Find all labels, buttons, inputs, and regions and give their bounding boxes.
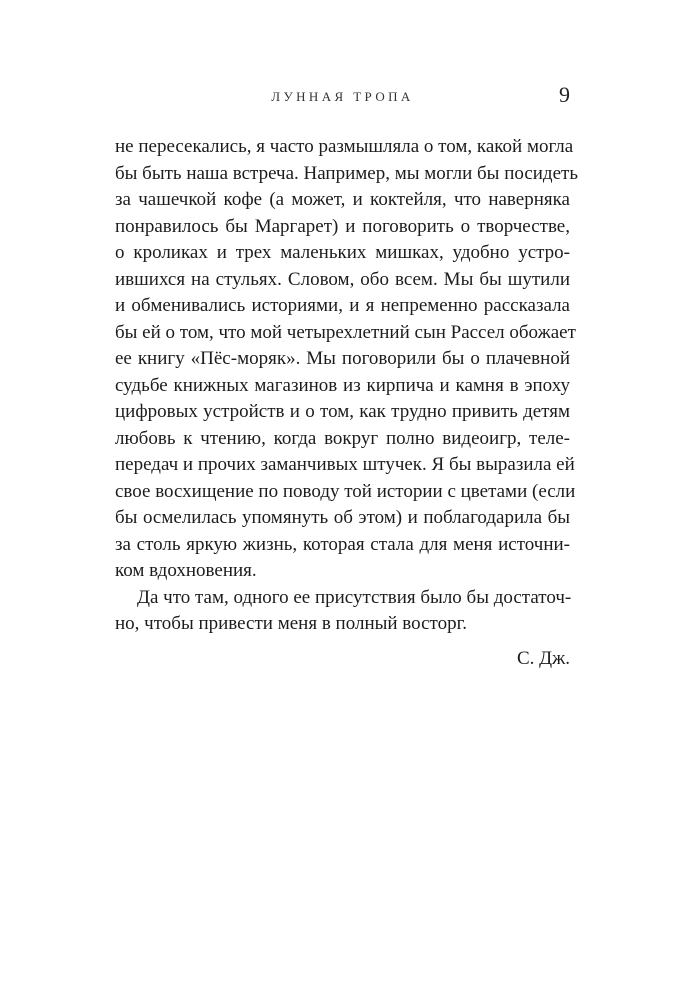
text-line: Да что там, одного ее присутствия было бы достаточ- — [137, 586, 572, 608]
text-line: но, чтобы привести меня в полный восторг. — [115, 613, 468, 634]
text-line: о кроликах и трех маленьких мишках, удобно устро- — [115, 242, 570, 263]
text-line: ее книгу «Пёс-моряк». Мы поговорили бы о плачевной — [115, 348, 570, 369]
text-line: бы ей о том, что мой четырехлетний сын Рассел обожает — [115, 321, 576, 343]
text-line: не пересекались, я часто размышляла о том, какой могла — [115, 136, 574, 157]
text-line: понравилось бы Маргарет) и поговорить о творчестве, — [115, 215, 570, 237]
text-line: передач и прочих заманчивых штучек. Я бы выразила ей — [115, 454, 575, 475]
text-line: и обменивались историями, и я непременно рассказала — [115, 295, 570, 316]
text-line: ком вдохновения. — [115, 560, 257, 581]
text-line: судьбе книжных магазинов из кирпича и камня в эпоху — [115, 374, 570, 396]
signature: С. Дж. — [516, 647, 570, 669]
body-text — [115, 134, 579, 672]
page-number: 9 — [559, 82, 570, 107]
paragraph-2 — [115, 585, 570, 638]
text-line: любовь к чтению, когда вокруг полно видеоигр, теле- — [115, 427, 570, 449]
running-title: ЛУННАЯ ТРОПА — [271, 89, 414, 104]
text-line: свое восхищение по поводу той истории с цветами (если — [115, 480, 576, 502]
text-line: за столь яркую жизнь, которая стала для меня источни- — [115, 533, 570, 555]
text-line: бы осмелилась упомянуть об этом) и поблагодарила бы — [115, 507, 570, 528]
paragraph-1 — [115, 134, 579, 585]
text-line: за чашечкой кофе (а может, и коктейля, что наверняка — [115, 189, 570, 210]
text-line: цифровых устройств и о том, как трудно привить детям — [115, 401, 570, 422]
running-head — [115, 82, 570, 108]
text-line: ившихся на стульях. Словом, обо всем. Мы бы шутили — [115, 268, 570, 290]
text-line: бы быть наша встреча. Например, мы могли бы посидеть — [115, 162, 579, 184]
